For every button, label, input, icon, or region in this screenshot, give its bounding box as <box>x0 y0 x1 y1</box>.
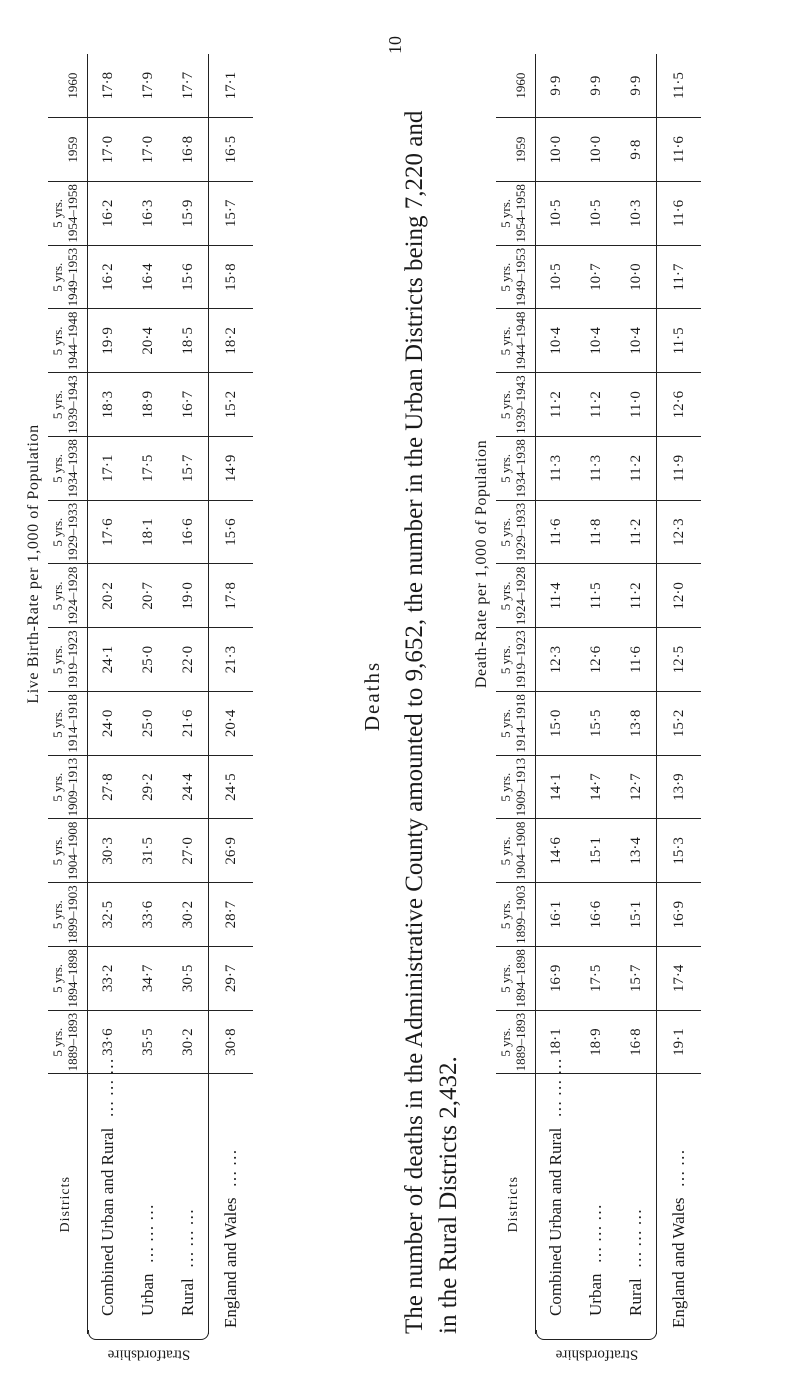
rate-cell: 18·9 <box>128 373 168 437</box>
rate-cell: 16·8 <box>168 118 209 182</box>
rate-cell: 16·7 <box>168 373 209 437</box>
rate-cell: 17·9 <box>128 54 168 118</box>
district-name: England and Wales <box>669 1197 689 1328</box>
rate-cell: 14·7 <box>576 755 616 819</box>
rate-cell: 17·0 <box>128 118 168 182</box>
period-header: 1960 <box>48 54 88 118</box>
district-label <box>657 1074 702 1334</box>
rate-cell: 20·4 <box>209 692 254 756</box>
district-label <box>536 1058 577 1334</box>
rate-cell: 16·2 <box>88 245 129 309</box>
rate-cell: 16·2 <box>88 182 129 246</box>
rate-cell: 15·7 <box>616 947 657 1011</box>
period-header: 5 yrs. 1899–1903 <box>48 883 88 947</box>
birth-rate-caption: Live Birth-Rate per 1,000 of Population <box>25 424 42 704</box>
district-name: Urban <box>586 1273 606 1316</box>
rate-cell: 12·3 <box>536 628 577 692</box>
rate-cell: 30·8 <box>209 1010 254 1074</box>
rate-cell: 21·6 <box>168 692 209 756</box>
county-label: Stratfordshire <box>107 1346 190 1363</box>
period-header: 1959 <box>496 118 536 182</box>
period-header: 5 yrs. 1894–1898 <box>48 947 88 1011</box>
period-header: 1959 <box>48 118 88 182</box>
rate-cell: 11·7 <box>657 245 702 309</box>
rate-cell: 30·2 <box>168 1010 209 1074</box>
rate-cell: 11·2 <box>576 373 616 437</box>
birth-rate-header-row <box>48 54 88 1334</box>
table-row <box>128 54 168 1334</box>
rate-cell: 15·8 <box>209 245 254 309</box>
bracket-line <box>536 1330 657 1340</box>
period-header: 5 yrs. 1914–1918 <box>496 692 536 756</box>
rate-cell: 15·0 <box>536 692 577 756</box>
district-label <box>209 1074 254 1334</box>
rate-cell: 33·6 <box>128 883 168 947</box>
rate-cell: 15·2 <box>209 373 254 437</box>
table-row <box>209 54 254 1334</box>
rate-cell: 16·4 <box>128 245 168 309</box>
rate-cell: 11·2 <box>616 564 657 628</box>
rate-cell: 35·5 <box>128 1010 168 1074</box>
rate-cell: 12·6 <box>576 628 616 692</box>
period-header: 5 yrs. 1929–1933 <box>48 500 88 564</box>
rate-cell: 17·8 <box>209 564 254 628</box>
rate-cell: 15·5 <box>576 692 616 756</box>
district-label <box>616 1074 657 1334</box>
rate-cell: 15·6 <box>209 500 254 564</box>
rate-cell: 11·3 <box>536 437 577 501</box>
county-group-bracket <box>536 1316 657 1368</box>
page-number: 10 <box>385 36 405 54</box>
table-row <box>168 54 209 1334</box>
period-header: 5 yrs. 1924–1928 <box>48 564 88 628</box>
rate-cell: 15·6 <box>168 245 209 309</box>
rate-cell: 14·1 <box>536 755 577 819</box>
rate-cell: 18·9 <box>576 1010 616 1074</box>
rate-cell: 9·9 <box>576 54 616 118</box>
rate-cell: 25·0 <box>128 692 168 756</box>
rate-cell: 12·3 <box>657 500 702 564</box>
leader-dots: … … … <box>138 1204 158 1264</box>
rate-cell: 17·5 <box>576 947 616 1011</box>
rate-cell: 11·5 <box>576 564 616 628</box>
districts-header: Districts <box>48 1074 88 1334</box>
rate-cell: 33·6 <box>88 1010 129 1074</box>
rate-cell: 10·4 <box>576 309 616 373</box>
rate-cell: 18·5 <box>168 309 209 373</box>
death-rate-caption: Death-Rate per 1,000 of Population <box>473 439 490 689</box>
rate-cell: 24·5 <box>209 755 254 819</box>
leader-dots: … … <box>669 1149 689 1188</box>
rate-cell: 30·2 <box>168 883 209 947</box>
period-header: 5 yrs. 1949–1953 <box>496 245 536 309</box>
table-row <box>536 54 577 1334</box>
period-header: 5 yrs. 1939–1943 <box>496 373 536 437</box>
rate-cell: 32·5 <box>88 883 129 947</box>
rate-cell: 15·3 <box>657 819 702 883</box>
rate-cell: 12·6 <box>657 373 702 437</box>
rate-cell: 17·6 <box>88 500 129 564</box>
period-header: 5 yrs. 1949–1953 <box>48 245 88 309</box>
rate-cell: 12·0 <box>657 564 702 628</box>
period-header: 5 yrs. 1894–1898 <box>496 947 536 1011</box>
death-rate-header-row <box>496 54 536 1334</box>
rate-cell: 11·3 <box>576 437 616 501</box>
rate-cell: 25·0 <box>128 628 168 692</box>
district-label <box>128 1074 168 1334</box>
rate-cell: 20·2 <box>88 564 129 628</box>
district-name: England and Wales <box>221 1197 241 1328</box>
period-header: 5 yrs. 1909–1913 <box>48 755 88 819</box>
rate-cell: 16·5 <box>209 118 254 182</box>
rate-cell: 26·9 <box>209 819 254 883</box>
deaths-text-line1: The number of deaths in the Administrative County amounted to 9,652, the number in the Urban Districts being 7,220 and <box>401 110 428 1334</box>
period-header: 5 yrs. 1904–1908 <box>496 819 536 883</box>
period-header: 5 yrs. 1904–1908 <box>48 819 88 883</box>
rate-cell: 15·9 <box>168 182 209 246</box>
rate-cell: 11·6 <box>616 628 657 692</box>
rate-cell: 17·0 <box>88 118 129 182</box>
rate-cell: 9·8 <box>616 118 657 182</box>
period-header: 5 yrs. 1939–1943 <box>48 373 88 437</box>
period-header: 5 yrs. 1919–1923 <box>496 628 536 692</box>
rate-cell: 15·7 <box>168 437 209 501</box>
death-rate-body <box>536 54 702 1334</box>
rate-cell: 16·9 <box>657 883 702 947</box>
leader-dots: … … … <box>178 1208 198 1269</box>
rate-cell: 15·1 <box>576 819 616 883</box>
rate-cell: 18·3 <box>88 373 129 437</box>
rate-cell: 24·4 <box>168 755 209 819</box>
rate-cell: 33·2 <box>88 947 129 1011</box>
rate-cell: 19·9 <box>88 309 129 373</box>
period-header: 5 yrs. 1929–1933 <box>496 500 536 564</box>
district-name: Combined Urban and Rural <box>546 1127 566 1316</box>
rate-cell: 15·1 <box>616 883 657 947</box>
rate-cell: 28·7 <box>209 883 254 947</box>
table-row <box>88 54 129 1334</box>
rate-cell: 17·1 <box>209 54 254 118</box>
leader-dots: … … … <box>586 1204 606 1264</box>
period-header: 5 yrs. 1889–1893 <box>496 1010 536 1074</box>
rate-cell: 18·1 <box>128 500 168 564</box>
district-name: Rural <box>626 1278 646 1316</box>
rate-cell: 24·1 <box>88 628 129 692</box>
period-header: 5 yrs. 1889–1893 <box>48 1010 88 1074</box>
rate-cell: 29·2 <box>128 755 168 819</box>
deaths-text-line2: in the Rural Districts 2,432. <box>435 1056 462 1334</box>
bracket-line <box>88 1330 209 1340</box>
period-header: 5 yrs. 1924–1928 <box>496 564 536 628</box>
rate-cell: 16·3 <box>128 182 168 246</box>
rate-cell: 10·4 <box>536 309 577 373</box>
county-label: Stratfordshire <box>555 1346 638 1363</box>
leader-dots: … … … <box>626 1208 646 1269</box>
rate-cell: 11·5 <box>657 309 702 373</box>
period-header: 5 yrs. 1909–1913 <box>496 755 536 819</box>
rate-cell: 17·8 <box>88 54 129 118</box>
rate-cell: 11·6 <box>657 118 702 182</box>
county-group-bracket <box>88 1316 209 1368</box>
rate-cell: 10·7 <box>576 245 616 309</box>
table-row <box>616 54 657 1334</box>
rate-cell: 30·5 <box>168 947 209 1011</box>
rate-cell: 17·7 <box>168 54 209 118</box>
rate-cell: 11·4 <box>536 564 577 628</box>
rate-cell: 10·3 <box>616 182 657 246</box>
rate-cell: 11·2 <box>616 500 657 564</box>
rate-cell: 16·8 <box>616 1010 657 1074</box>
death-rate-table <box>470 54 701 1334</box>
district-name: Urban <box>138 1273 158 1316</box>
rate-cell: 11·9 <box>657 437 702 501</box>
rate-cell: 18·1 <box>536 1010 577 1074</box>
table-row <box>576 54 616 1334</box>
rate-cell: 10·0 <box>576 118 616 182</box>
rate-cell: 12·7 <box>616 755 657 819</box>
rate-cell: 31·5 <box>128 819 168 883</box>
period-header: 5 yrs. 1914–1918 <box>48 692 88 756</box>
rate-cell: 11·2 <box>616 437 657 501</box>
rate-cell: 11·0 <box>616 373 657 437</box>
rate-cell: 10·0 <box>616 245 657 309</box>
rate-cell: 15·7 <box>209 182 254 246</box>
rate-cell: 16·9 <box>536 947 577 1011</box>
rate-cell: 11·5 <box>657 54 702 118</box>
rate-cell: 11·2 <box>536 373 577 437</box>
rate-cell: 13·9 <box>657 755 702 819</box>
rate-cell: 16·6 <box>576 883 616 947</box>
rate-cell: 9·9 <box>616 54 657 118</box>
table-row <box>657 54 702 1334</box>
rate-cell: 12·5 <box>657 628 702 692</box>
period-header: 5 yrs. 1934–1938 <box>496 437 536 501</box>
district-label <box>576 1074 616 1334</box>
period-header: 5 yrs. 1899–1903 <box>496 883 536 947</box>
rate-cell: 17·1 <box>88 437 129 501</box>
period-header: 5 yrs. 1944–1948 <box>496 309 536 373</box>
period-header: 1960 <box>496 54 536 118</box>
period-header: 5 yrs. 1934–1938 <box>48 437 88 501</box>
rate-cell: 13·8 <box>616 692 657 756</box>
rate-cell: 24·0 <box>88 692 129 756</box>
rate-cell: 27·8 <box>88 755 129 819</box>
rate-cell: 14·6 <box>536 819 577 883</box>
period-header: 5 yrs. 1954–1958 <box>48 182 88 246</box>
rate-cell: 10·0 <box>536 118 577 182</box>
period-header: 5 yrs. 1944–1948 <box>48 309 88 373</box>
rate-cell: 11·8 <box>576 500 616 564</box>
period-header: 5 yrs. 1919–1923 <box>48 628 88 692</box>
rate-cell: 9·9 <box>536 54 577 118</box>
rate-cell: 20·4 <box>128 309 168 373</box>
districts-header: Districts <box>496 1074 536 1334</box>
rate-cell: 19·1 <box>657 1010 702 1074</box>
rate-cell: 13·4 <box>616 819 657 883</box>
rate-cell: 16·6 <box>168 500 209 564</box>
leader-dots: … … … <box>546 1058 566 1118</box>
rate-cell: 17·5 <box>128 437 168 501</box>
period-header: 5 yrs. 1954–1958 <box>496 182 536 246</box>
deaths-heading: Deaths <box>360 660 384 732</box>
rate-cell: 18·2 <box>209 309 254 373</box>
rate-cell: 10·5 <box>576 182 616 246</box>
rate-cell: 34·7 <box>128 947 168 1011</box>
district-label <box>88 1058 129 1334</box>
rate-cell: 20·7 <box>128 564 168 628</box>
district-name: Combined Urban and Rural <box>98 1127 118 1316</box>
rate-cell: 11·6 <box>536 500 577 564</box>
rate-cell: 21·3 <box>209 628 254 692</box>
rate-cell: 29·7 <box>209 947 254 1011</box>
rate-cell: 19·0 <box>168 564 209 628</box>
rate-cell: 16·1 <box>536 883 577 947</box>
rate-cell: 10·5 <box>536 182 577 246</box>
rate-cell: 14·9 <box>209 437 254 501</box>
leader-dots: … … <box>221 1149 241 1188</box>
leader-dots: … … … <box>98 1058 118 1118</box>
rate-cell: 17·4 <box>657 947 702 1011</box>
rate-cell: 15·2 <box>657 692 702 756</box>
rate-cell: 30·3 <box>88 819 129 883</box>
rate-cell: 10·4 <box>616 309 657 373</box>
rate-cell: 27·0 <box>168 819 209 883</box>
rate-cell: 22·0 <box>168 628 209 692</box>
district-label <box>168 1074 209 1334</box>
rate-cell: 10·5 <box>536 245 577 309</box>
birth-rate-table <box>22 54 253 1334</box>
birth-rate-body <box>88 54 254 1334</box>
district-name: Rural <box>178 1278 198 1316</box>
rate-cell: 11·6 <box>657 182 702 246</box>
